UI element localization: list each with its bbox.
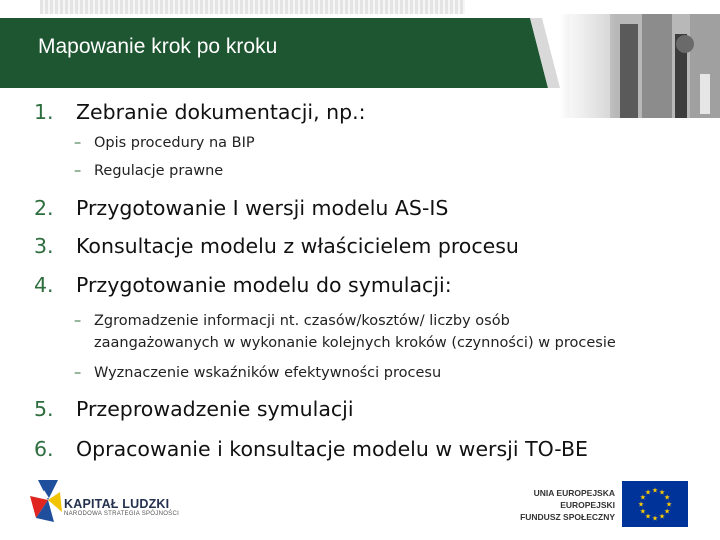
eu-star-icon: ★ xyxy=(637,500,645,509)
eu-star-icon: ★ xyxy=(639,507,647,516)
eu-line-2: EUROPEJSKI xyxy=(560,500,615,510)
list-number: 5. xyxy=(34,397,54,421)
list-number: 6. xyxy=(34,437,54,461)
list-text: Przygotowanie modelu do symulacji: xyxy=(76,273,452,297)
sub-list-text: Regulacje prawne xyxy=(94,163,224,179)
sub-list-text: Zgromadzenie informacji nt. czasów/kosztów/ liczby osób xyxy=(94,313,510,329)
eu-star-icon: ★ xyxy=(658,512,666,521)
list-number: 4. xyxy=(34,273,54,297)
eu-line-3: FUNDUSZ SPOŁECZNY xyxy=(520,512,615,522)
eu-star-icon: ★ xyxy=(639,493,647,502)
slide-title: Mapowanie krok po kroku xyxy=(38,35,278,58)
eu-star-icon: ★ xyxy=(644,512,652,521)
eu-star-icon: ★ xyxy=(644,488,652,497)
sub-list-text: Opis procedury na BIP xyxy=(94,135,255,151)
kapital-ludzki-title: KAPITAŁ LUDZKI xyxy=(64,497,170,511)
list-number: 3. xyxy=(34,234,54,258)
eu-fund-text xyxy=(515,487,615,523)
list-text: Zebranie dokumentacji, np.: xyxy=(76,100,366,124)
sub-list-text: zaangażowanych w wykonanie kolejnych kroków (czynności) w procesie xyxy=(94,335,616,351)
list-number: 1. xyxy=(34,100,54,124)
eu-star-icon: ★ xyxy=(651,486,659,495)
kapital-ludzki-subtitle: NARODOWA STRATEGIA SPÓJNOŚCI xyxy=(64,511,180,517)
eu-star-icon: ★ xyxy=(663,507,671,516)
eu-line-1: UNIA EUROPEJSKA xyxy=(533,488,615,498)
list-text: Konsultacje modelu z właścicielem procesu xyxy=(76,234,519,258)
eu-star-icon: ★ xyxy=(665,500,673,509)
list-number: 2. xyxy=(34,196,54,220)
slide-content: 1. Zebranie dokumentacji, np.: – Opis procedury na BIP – Regulacje prawne 2. Przygotowanie I wersji modelu AS-IS 3. Konsultacje modelu z właścicielem procesu 4. Przygotowanie modelu do symulacji: – Zgromadzenie informacji nt. czasów/kosztów/ liczby osób zaangażowanych w wykonanie kolejnych kroków (czynności) w procesie – Wyznaczenie wskaźników efektywności procesu 5. Przeprowadzenie symulacji 6. Opracowanie i konsultacje modelu w wersji TO-BE xyxy=(34,100,616,461)
list-text: Przeprowadzenie symulacji xyxy=(76,397,354,421)
list-text: Przygotowanie I wersji modelu AS-IS xyxy=(76,196,449,220)
sub-list-text: Wyznaczenie wskaźników efektywności procesu xyxy=(94,365,442,381)
eu-star-icon: ★ xyxy=(663,493,671,502)
eu-star-icon: ★ xyxy=(658,488,666,497)
eu-flag-icon xyxy=(622,481,688,527)
eu-star-icon: ★ xyxy=(651,514,659,523)
list-text: Opracowanie i konsultacje modelu w wersji TO-BE xyxy=(76,437,588,461)
